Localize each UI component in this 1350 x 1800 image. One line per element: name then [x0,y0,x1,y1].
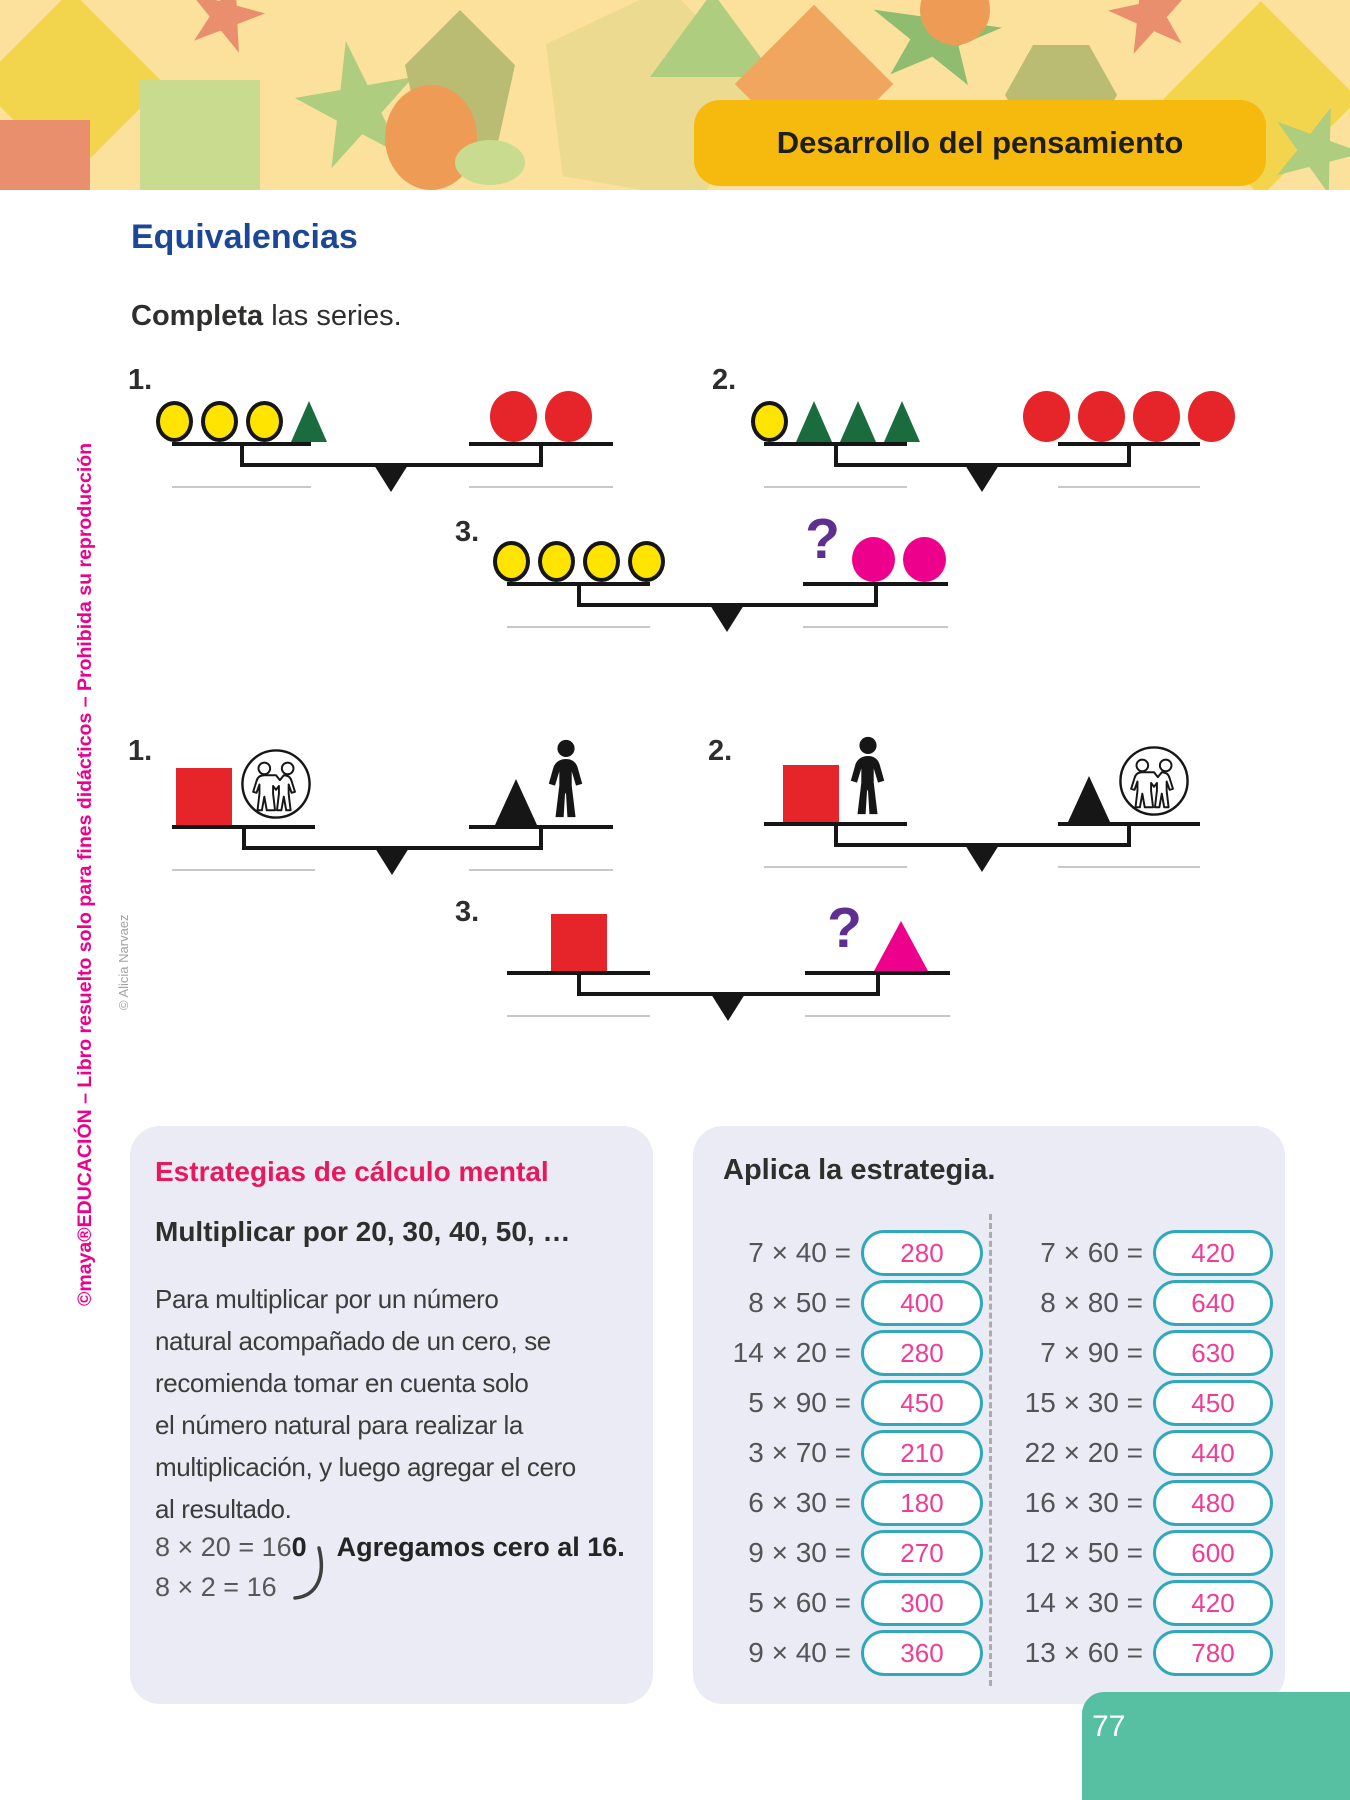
answer-pill: 450 [861,1380,983,1426]
yellow-circle [538,541,575,582]
strategy-body-line: recomienda tomar en cuenta solo [155,1368,529,1398]
green-triangle [796,401,832,442]
balance-right-shapes [768,482,983,582]
expression: 15 × 30 = [1024,1387,1143,1418]
page-title: Equivalencias [131,218,358,256]
answer-pill: 780 [1153,1630,1273,1676]
balance-right-shapes [1023,342,1235,442]
strategy-body-line: natural acompañado de un cero, se [155,1326,551,1356]
balance-left-shapes [137,725,350,825]
multiplication-row [701,1278,983,1328]
yellow-circle [493,541,530,582]
green-triangle [840,401,876,442]
page-number-tab [1082,1692,1350,1800]
balance-bracket [577,586,878,607]
balance-bracket [577,975,880,996]
red-square [551,914,607,971]
answer-pill: 210 [861,1430,983,1476]
sidebar-copyright: ©maya®EDUCACIÓN – Libro resuelto solo para fines didácticos – Prohibida su reproducción [74,442,96,1306]
balance-number: 1. [128,735,153,767]
answer-line-left [507,1015,650,1017]
answer-line-right [803,626,948,628]
decor-shape-star5 [176,0,274,64]
expression: 12 × 50 = [1024,1537,1143,1568]
yellow-circle [751,401,788,442]
multiplication-row [701,1228,983,1278]
balance-bracket [240,446,544,467]
balance-right-shapes [1023,722,1235,822]
apply-column-2 [1003,1228,1279,1678]
artist-credit: © Alicia Narvaez [116,914,131,1010]
decor-shape-star5 [1100,0,1201,65]
strategy-title: Estrategias de cálculo mental [155,1156,549,1187]
multiplication-row [701,1578,983,1628]
strategy-body-line: al resultado. [155,1494,292,1524]
answer-pill: 280 [861,1330,983,1376]
page-number: 77 [1092,1710,1126,1743]
multiplication-row [701,1628,983,1678]
yellow-circle [246,401,283,442]
balance-number: 2. [712,364,737,396]
example-appended-zero: 0 [291,1532,307,1562]
red-circle [490,391,537,442]
balance-number: 2. [708,735,733,767]
multiplication-row [701,1328,983,1378]
expression: 7 × 60 = [1040,1237,1143,1268]
answer-pill: 360 [861,1630,983,1676]
strategy-body-line: Para multiplicar por un número [155,1284,499,1314]
expression: 9 × 40 = [748,1637,851,1668]
multiplication-row [701,1428,983,1478]
balance-right-shapes [434,725,648,825]
question-mark: ? [827,896,862,960]
balance-fulcrum [965,845,999,872]
example-note: Agregamos cero al 16. [336,1532,625,1562]
strategy-box [130,1126,653,1704]
two-people-icon [1118,745,1190,822]
balance-left-shapes [137,342,346,442]
expression: 3 × 70 = [748,1437,851,1468]
answer-pill: 280 [861,1230,983,1276]
expression: 13 × 60 = [1024,1637,1143,1668]
expression: 14 × 20 = [732,1337,851,1368]
balance-left-shapes [729,722,942,822]
decor-shape-star8 [0,120,90,190]
balance-fulcrum [710,605,744,632]
answer-pill: 480 [1153,1480,1273,1526]
decor-shape-star8 [140,80,260,190]
red-circle [545,391,592,442]
expression: 9 × 30 = [748,1537,851,1568]
expression: 5 × 90 = [748,1387,851,1418]
red-square [176,768,232,825]
red-circle [1133,391,1180,442]
example-equation: 8 × 20 = 16 [155,1532,292,1562]
instruction-rest: las series. [263,300,402,332]
answer-pill: 270 [861,1530,983,1576]
expression: 22 × 20 = [1024,1437,1143,1468]
answer-pill: 400 [861,1280,983,1326]
instruction [131,300,402,333]
multiplication-row [1003,1578,1279,1628]
answer-line-left [507,626,650,628]
red-circle [1188,391,1235,442]
answer-pill: 600 [1153,1530,1273,1576]
expression: 8 × 80 = [1040,1287,1143,1318]
example-line-1 [155,1532,635,1572]
red-square [783,765,839,822]
multiplication-row [1003,1228,1279,1278]
balance-fulcrum [375,848,409,875]
section-banner-label: Desarrollo del pensamiento [776,125,1184,160]
multiplication-row [1003,1428,1279,1478]
multiplication-row [1003,1278,1279,1328]
person-icon [545,738,587,825]
expression: 16 × 30 = [1024,1487,1143,1518]
multiplication-row [1003,1328,1279,1378]
question-mark: ? [805,507,840,571]
apply-title: Aplica la estrategia. [723,1154,996,1186]
strategy-body-line: el número natural para realizar la [155,1410,523,1440]
strategy-body [155,1278,655,1530]
answer-line-left [764,866,907,868]
balance-number: 1. [128,364,153,396]
balance-bracket [834,826,1132,847]
balance-bracket [834,446,1132,467]
expression: 14 × 30 = [1024,1587,1143,1618]
person-icon [847,735,889,822]
example-base-equation: 8 × 2 = 16 [155,1572,277,1602]
expression: 5 × 60 = [748,1587,851,1618]
answer-pill: 630 [1153,1330,1273,1376]
answer-line-left [172,486,311,488]
multiplication-row [1003,1628,1279,1678]
expression: 7 × 40 = [748,1237,851,1268]
instruction-verb: Completa [131,300,264,332]
answer-pill: 420 [1153,1230,1273,1276]
green-triangle [884,401,920,442]
balance-number: 3. [455,516,480,548]
yellow-circle [583,541,620,582]
multiplication-row [701,1378,983,1428]
magenta-circle [903,537,946,582]
answer-pill: 420 [1153,1580,1273,1626]
red-circle [1023,391,1070,442]
multiplication-row [701,1528,983,1578]
answer-pill: 450 [1153,1380,1273,1426]
answer-pill: 180 [861,1480,983,1526]
yellow-circle [156,401,193,442]
decor-shape-ellipse [455,140,525,185]
expression: 6 × 30 = [748,1487,851,1518]
answer-pill: 300 [861,1580,983,1626]
curved-arrow-icon [293,1544,331,1604]
section-banner [694,100,1266,186]
multiplication-row [1003,1478,1279,1528]
balance-right-shapes [434,342,648,442]
black-triangle [495,779,537,825]
two-people-icon [240,748,312,825]
answer-pill: 640 [1153,1280,1273,1326]
answer-line-left [172,869,315,871]
answer-line-right [805,1015,950,1017]
balance-left-shapes [472,871,685,971]
apply-column-1 [701,1228,983,1678]
example-line-2 [155,1572,635,1612]
red-circle [1078,391,1125,442]
strategy-subtitle: Multiplicar por 20, 30, 40, 50, … [155,1216,571,1247]
black-triangle [1068,776,1110,822]
strategy-example [155,1532,635,1662]
answer-pill: 440 [1153,1430,1273,1476]
multiplication-row [701,1478,983,1528]
balance-bracket [242,829,544,850]
balance-fulcrum [374,465,408,492]
answer-line-right [1058,486,1200,488]
balance-number: 3. [455,896,480,928]
strategy-body-line: multiplicación, y luego agregar el cero [155,1452,576,1482]
multiplication-row [1003,1378,1279,1428]
multiplication-row [1003,1528,1279,1578]
balance-fulcrum [711,994,745,1021]
balance-right-shapes [770,871,985,971]
answer-line-right [1058,866,1200,868]
column-divider [989,1214,992,1686]
magenta-circle [852,537,895,582]
magenta-triangle [874,921,928,971]
balance-left-shapes [472,482,685,582]
expression: 8 × 50 = [748,1287,851,1318]
expression: 7 × 90 = [1040,1337,1143,1368]
apply-box [693,1126,1285,1704]
yellow-circle [628,541,665,582]
balance-left-shapes [729,342,942,442]
yellow-circle [201,401,238,442]
green-triangle [291,401,327,442]
